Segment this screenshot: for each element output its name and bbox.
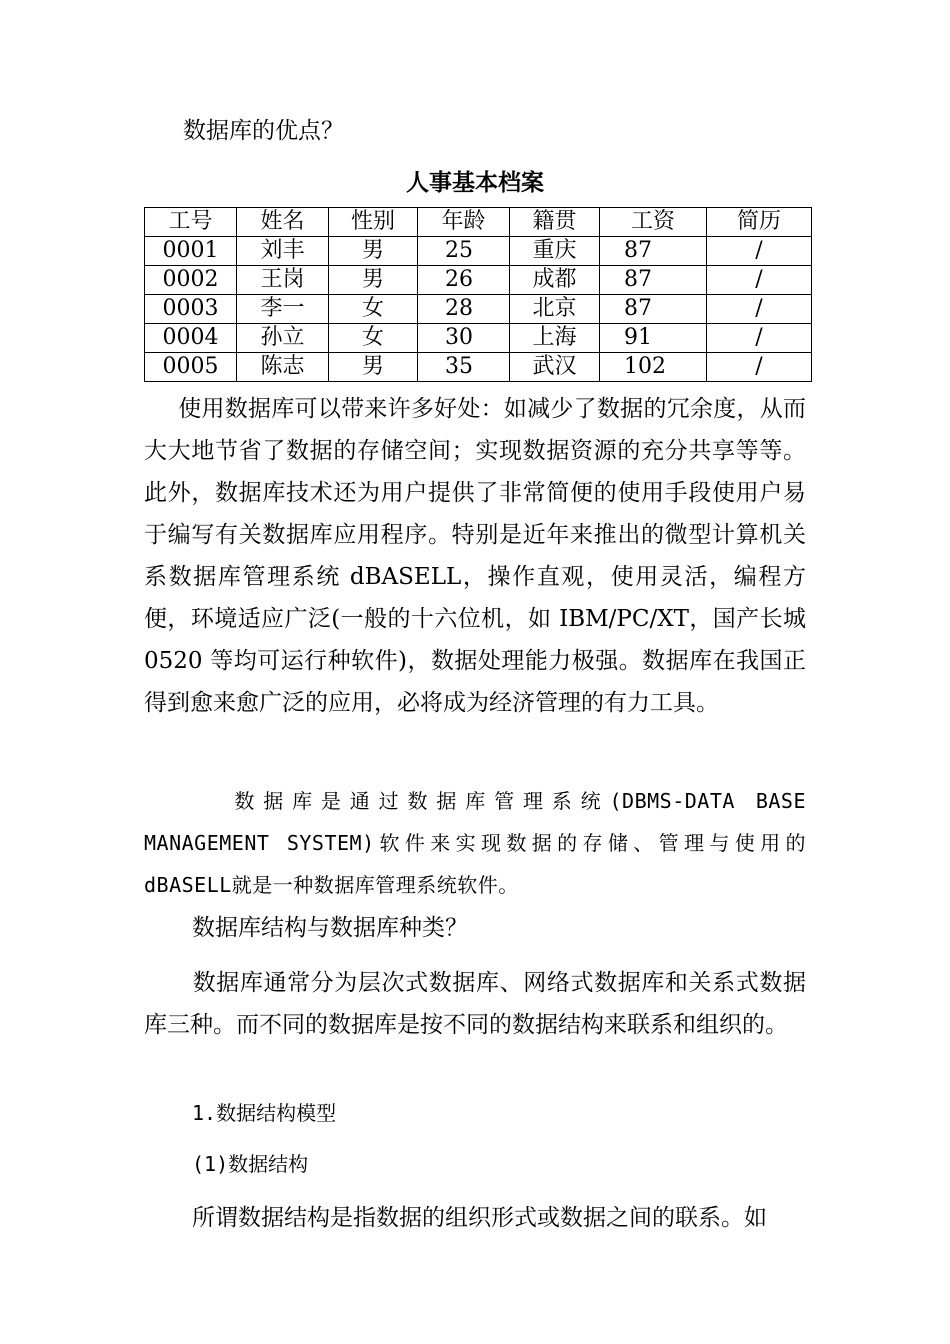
cell-id: 0004 [145, 324, 237, 353]
cell-resume: / [707, 237, 812, 266]
header-sex: 性别 [329, 208, 418, 237]
cell-salary: 87 [600, 266, 707, 295]
table-row [145, 353, 812, 382]
paragraph-definition-text: 所谓数据结构是指数据的组织形式或数据之间的联系。如 [192, 1205, 767, 1231]
table-row [145, 324, 812, 353]
cell-native-place: 武汉 [510, 353, 600, 382]
table-row [145, 295, 812, 324]
paragraph-dbms-text: 数据库是通过数据库管理系统(DBMS-DATA BASE MANAGEMENT SYSTEM)软件来实现数据的存储、管理与使用的dBASELL就是一种数据库管理系统软件。 [144, 789, 806, 897]
table-header-row [145, 208, 812, 237]
cell-native-place: 成都 [510, 266, 600, 295]
cell-salary: 87 [600, 295, 707, 324]
cell-age: 35 [418, 353, 510, 382]
cell-resume: / [707, 324, 812, 353]
cell-age: 28 [418, 295, 510, 324]
cell-resume: / [707, 266, 812, 295]
paragraph-types-text: 数据库通常分为层次式数据库、网络式数据库和关系式数据库三种。而不同的数据库是按不同的数据结构来联系和组织的。 [144, 970, 806, 1038]
cell-sex: 男 [329, 266, 418, 295]
header-native-place: 籍贯 [510, 208, 600, 237]
heading-model-text: 1.数据结构模型 [192, 1101, 337, 1125]
cell-native-place: 北京 [510, 295, 600, 324]
paragraph-types [144, 962, 806, 1046]
cell-age: 26 [418, 266, 510, 295]
paragraph-benefits [144, 388, 806, 724]
table-row [145, 237, 812, 266]
header-resume: 简历 [707, 208, 812, 237]
cell-sex: 男 [329, 237, 418, 266]
question-advantages: 数据库的优点？ [183, 118, 344, 144]
personnel-table [144, 207, 812, 382]
cell-native-place: 重庆 [510, 237, 600, 266]
cell-resume: / [707, 353, 812, 382]
paragraph-benefits-text: 使用数据库可以带来许多好处：如减少了数据的冗余度，从而大大地节省了数据的存储空间；实现数据资源的充分共享等等。此外，数据库技术还为用户提供了非常简便的使用手段使用户易于编写有关数据库应用程序。特别是近年来推出的微型计算机关系数据库管理系统 dBASELL，操作直观，使用灵活，编程方便，环境适应广泛(一般的十六位机，如 IBM/PC/XT，国产长城 0520 等均可运行种软件)，数据处理能力极强。数据库在我国正得到愈来愈广泛的应用，必将成为经济管理的有力工具。 [144, 396, 806, 716]
heading-data-structure [192, 1148, 308, 1180]
cell-sex: 男 [329, 353, 418, 382]
table-title: 人事基本档案 [406, 170, 544, 196]
cell-name: 刘丰 [237, 237, 329, 266]
cell-salary: 102 [600, 353, 707, 382]
table-row [145, 266, 812, 295]
paragraph-definition [144, 1197, 806, 1239]
heading-structure-text: (1)数据结构 [192, 1152, 309, 1176]
cell-id: 0001 [145, 237, 237, 266]
cell-salary: 91 [600, 324, 707, 353]
cell-native-place: 上海 [510, 324, 600, 353]
header-age: 年龄 [418, 208, 510, 237]
cell-name: 王岗 [237, 266, 329, 295]
cell-salary: 87 [600, 237, 707, 266]
paragraph-dbms [144, 780, 806, 906]
cell-resume: / [707, 295, 812, 324]
cell-name: 陈志 [237, 353, 329, 382]
question-structure: 数据库结构与数据库种类？ [192, 915, 468, 941]
cell-age: 30 [418, 324, 510, 353]
cell-id: 0002 [145, 266, 237, 295]
cell-id: 0005 [145, 353, 237, 382]
cell-name: 孙立 [237, 324, 329, 353]
cell-age: 25 [418, 237, 510, 266]
header-salary: 工资 [600, 208, 707, 237]
cell-sex: 女 [329, 324, 418, 353]
header-name: 姓名 [237, 208, 329, 237]
cell-id: 0003 [145, 295, 237, 324]
header-id: 工号 [145, 208, 237, 237]
cell-sex: 女 [329, 295, 418, 324]
heading-data-structure-model [192, 1097, 336, 1129]
cell-name: 李一 [237, 295, 329, 324]
